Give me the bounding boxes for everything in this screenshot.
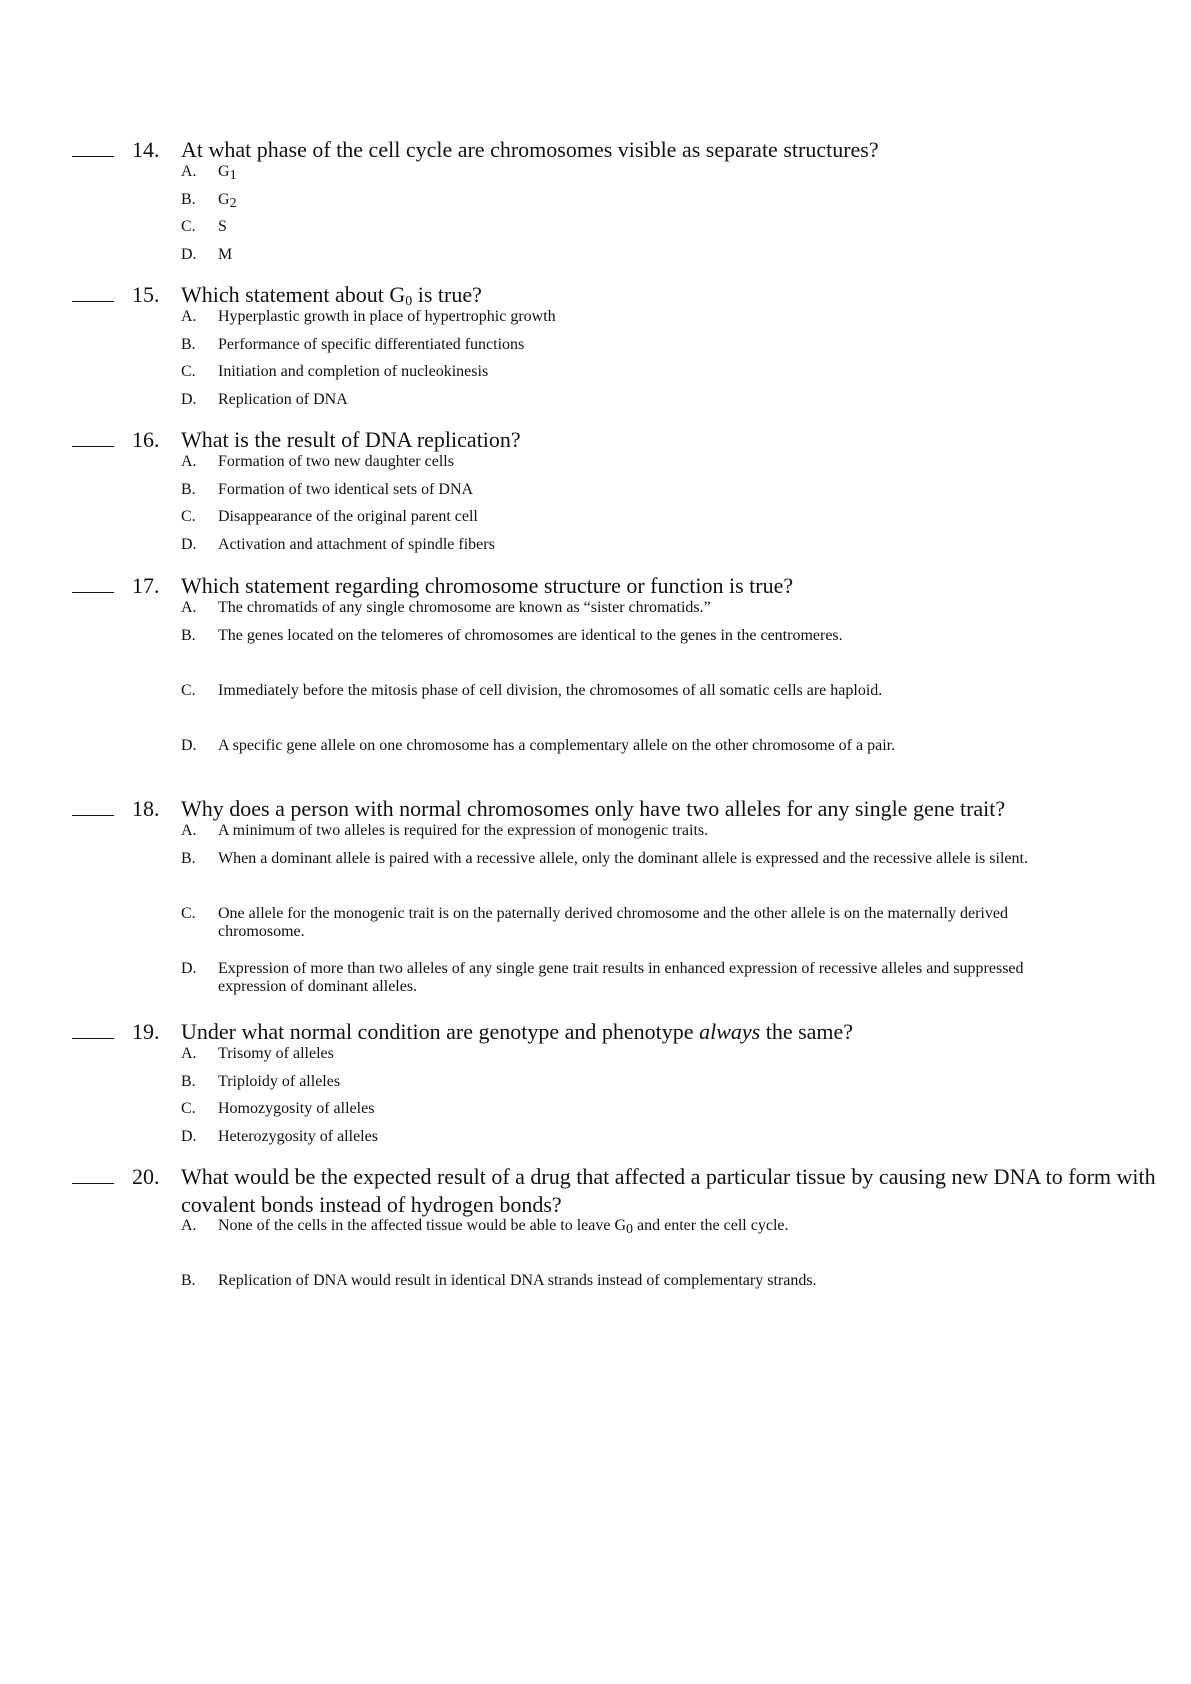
- question-number: 16.: [132, 427, 160, 452]
- question-number: 19.: [132, 1019, 160, 1044]
- question-number: 14.: [132, 137, 160, 162]
- option[interactable]: [0, 453, 1191, 481]
- answer-blank[interactable]: [72, 1183, 114, 1184]
- option-letter: B.: [181, 190, 196, 208]
- option-letter: A.: [181, 822, 197, 839]
- answer-blank[interactable]: [72, 1038, 114, 1039]
- option-text: Performance of specific differentiated functions: [218, 335, 525, 353]
- answer-blank[interactable]: [72, 301, 114, 302]
- option-letter: B.: [181, 626, 196, 644]
- option-text: None of the cells in the affected tissue would be able to leave $G_0$ and enter the cell cycle.: [218, 1217, 789, 1237]
- option-letter: A.: [181, 308, 197, 325]
- option-letter: C.: [181, 218, 196, 236]
- option[interactable]: [0, 599, 1191, 627]
- options-19: [0, 1045, 1191, 1156]
- option-text: Expression of more than two alleles of any single gene trait results in enhanced expression of recessive alleles and suppressed expression of dominant alleles.: [218, 960, 1024, 996]
- option-text: A specific gene allele on one chromosome has a complementary allele on the other chromosome of a pair.: [218, 737, 896, 755]
- options-16: [0, 453, 1191, 564]
- option[interactable]: [0, 1100, 1191, 1128]
- option-text: Triploidy of alleles: [218, 1072, 341, 1090]
- option-text: Disappearance of the original parent cell: [218, 508, 478, 526]
- option-letter: C.: [181, 363, 196, 381]
- option-text: Immediately before the mitosis phase of cell division, the chromosomes of all somatic cells are haploid.: [218, 682, 883, 700]
- option-letter: C.: [181, 1100, 196, 1118]
- option-text: $G_1$: [218, 163, 237, 183]
- option-letter: B.: [181, 335, 196, 353]
- option-letter: B.: [181, 849, 196, 867]
- option-text: Replication of DNA would result in identical DNA strands instead of complementary strands.: [218, 1272, 817, 1290]
- option-text: Activation and attachment of spindle fibers: [218, 536, 495, 554]
- option-text: Heterozygosity of alleles: [218, 1128, 378, 1146]
- option[interactable]: [0, 1272, 1191, 1327]
- option-letter: D.: [181, 246, 197, 264]
- question-text: Which statement about $G_0$ is true?: [181, 282, 482, 309]
- option[interactable]: [0, 1073, 1191, 1101]
- option[interactable]: [0, 1217, 1191, 1272]
- option[interactable]: [0, 536, 1191, 564]
- answer-blank[interactable]: [72, 446, 114, 447]
- options-14: [0, 163, 1191, 274]
- option[interactable]: [0, 905, 1191, 960]
- option-text: Homozygosity of alleles: [218, 1100, 375, 1118]
- option[interactable]: [0, 682, 1191, 737]
- option-letter: D.: [181, 391, 197, 409]
- question-text: At what phase of the cell cycle are chromosomes visible as separate structures?: [181, 137, 879, 162]
- option-text: The genes located on the telomeres of chromosomes are identical to the genes in the centromeres.: [218, 626, 843, 644]
- question-number: 18.: [132, 796, 160, 821]
- option-text: Replication of DNA: [218, 391, 348, 409]
- option-letter: A.: [181, 1217, 197, 1234]
- option[interactable]: [0, 627, 1191, 682]
- option-letter: B.: [181, 1272, 196, 1290]
- question-text: Why does a person with normal chromosomes only have two alleles for any single gene trait?: [181, 796, 1006, 821]
- option[interactable]: [0, 481, 1191, 509]
- answer-blank[interactable]: [72, 592, 114, 593]
- option-letter: D.: [181, 536, 197, 554]
- option-letter: C.: [181, 682, 196, 700]
- option-letter: D.: [181, 960, 197, 978]
- option[interactable]: [0, 960, 1191, 1015]
- options-17: [0, 599, 1191, 793]
- question-number: 17.: [132, 573, 160, 598]
- option[interactable]: [0, 737, 1191, 792]
- option-letter: C.: [181, 508, 196, 526]
- option-text: $G_2$: [218, 190, 237, 211]
- option[interactable]: [0, 1128, 1191, 1156]
- option[interactable]: [0, 1045, 1191, 1073]
- option-text: Initiation and completion of nucleokinesis: [218, 363, 489, 381]
- option-text: Trisomy of alleles: [218, 1045, 334, 1062]
- option[interactable]: [0, 308, 1191, 336]
- option[interactable]: [0, 218, 1191, 246]
- option[interactable]: [0, 363, 1191, 391]
- option-text: M: [218, 246, 233, 264]
- option[interactable]: [0, 391, 1191, 419]
- question-text: What is the result of DNA replication?: [181, 427, 521, 452]
- option-letter: D.: [181, 1128, 197, 1146]
- option[interactable]: [0, 336, 1191, 364]
- answer-blank[interactable]: [72, 156, 114, 157]
- answer-blank[interactable]: [72, 815, 114, 816]
- option-text: Hyperplastic growth in place of hypertrophic growth: [218, 308, 556, 325]
- option-text: The chromatids of any single chromosome are known as “sister chromatids.”: [218, 599, 711, 616]
- option[interactable]: [0, 822, 1191, 850]
- question-number: 15.: [132, 282, 160, 307]
- option-text: When a dominant allele is paired with a recessive allele, only the dominant allele is expressed and the recessive allele is silent.: [218, 849, 1028, 867]
- option-text: One allele for the monogenic trait is on the paternally derived chromosome and the other allele is on the maternally derived chromosome.: [218, 905, 1008, 941]
- question-text: What would be the expected result of a drug that affected a particular tissue by causing new DNA to form with covalent bonds instead of hydrogen bonds?: [181, 1164, 1156, 1217]
- option[interactable]: [0, 246, 1191, 274]
- option[interactable]: [0, 163, 1191, 191]
- options-20: [0, 1217, 1191, 1328]
- options-18: [0, 822, 1191, 1016]
- option-letter: B.: [181, 1072, 196, 1090]
- option-letter: B.: [181, 480, 196, 498]
- option[interactable]: [0, 191, 1191, 219]
- option-text: S: [218, 218, 227, 236]
- options-15: [0, 308, 1191, 419]
- question-text: Under what normal condition are genotype and phenotype always the same?: [181, 1019, 854, 1044]
- option-letter: A.: [181, 1045, 197, 1062]
- option-text: Formation of two new daughter cells: [218, 453, 454, 470]
- option[interactable]: [0, 850, 1191, 905]
- question-text: Which statement regarding chromosome structure or function is true?: [181, 573, 794, 598]
- option-letter: D.: [181, 737, 197, 755]
- question-number: 20.: [132, 1164, 160, 1189]
- option-letter: A.: [181, 453, 197, 470]
- option-text: A minimum of two alleles is required for the expression of monogenic traits.: [218, 822, 709, 839]
- option-letter: A.: [181, 599, 197, 616]
- option-text: Formation of two identical sets of DNA: [218, 480, 474, 498]
- option-letter: A.: [181, 163, 197, 180]
- option[interactable]: [0, 508, 1191, 536]
- option-letter: C.: [181, 905, 196, 923]
